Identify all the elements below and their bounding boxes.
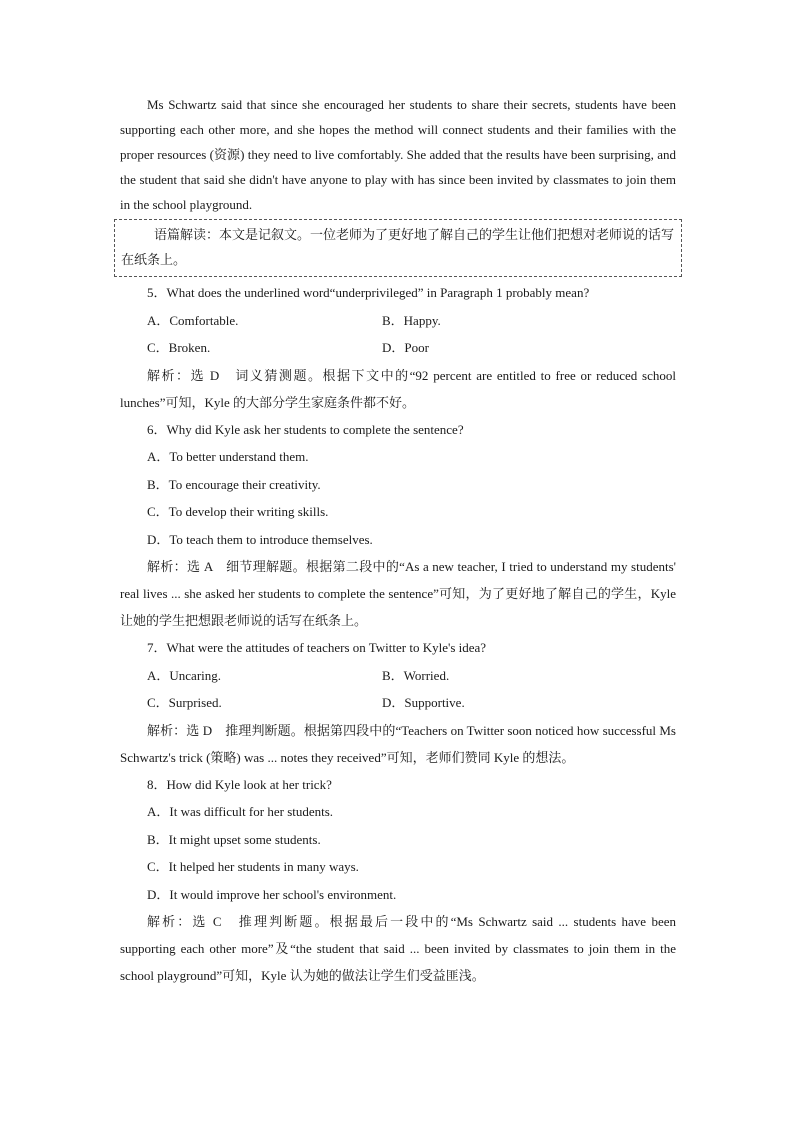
document-page [120,92,676,989]
options-row [120,662,676,690]
option-b: B．Happy. [382,312,441,328]
option-d: D．To teach them to introduce themselves. [147,531,373,547]
option-d: D．Poor [382,340,429,355]
option-b: B．Worried. [382,667,450,683]
question-stem: 5．What does the underlined word“underprivileged” in Paragraph 1 probably mean? [147,285,590,300]
question-8 [120,771,676,990]
question-stem: 7．What were the attitudes of teachers on Twitter to Kyle's idea? [147,640,487,655]
option-c: C．To develop their writing skills. [147,504,329,519]
option-a: A．Uncaring. [147,667,222,683]
option-b: B．It might upset some students. [147,831,321,847]
option-a: A．To better understand them. [147,449,309,464]
passage-paragraph: Ms Schwartz said that since she encouraged her students to share their secrets, students have been supporting each other more, and she hopes the method will connect students and their families with the proper resources (资源) they need to live comfortably. She added that the results have been surprising, and the student that said she didn't have anyone to play with has since been invited by classmates to join them in the school playground. [120,97,676,212]
question-stem: 8．How did Kyle look at her trick? [147,776,332,792]
question-7 [120,634,676,771]
option-b: B．To encourage their creativity. [147,476,321,492]
option-d: D．It would improve her school's environment. [147,886,397,902]
option-c: C．Surprised. [147,695,222,710]
summary-box: 语篇解读：本文是记叙文。一位老师为了更好地了解自己的学生让他们把想对老师说的话写在纸条上。 [114,219,682,277]
option-c: C．Broken. [147,340,211,355]
question-stem: 6．Why did Kyle ask her students to complete the sentence? [147,421,464,437]
options-row [120,307,676,335]
option-d: D．Supportive. [382,695,465,710]
options-row [120,334,676,362]
option-c: C．It helped her students in many ways. [147,859,359,874]
analysis: 解析：选 C 推理判断题。根据最后一段中的“Ms Schwartz said ... students have been supporting each other more”及“the student that said ... been invited by classmates to join them in the school playground”可知，Kyle 认为她的做法让学生们受益匪浅。 [120,914,676,983]
question-6 [120,416,676,635]
analysis: 解析：选 D 推理判断题。根据第四段中的“Teachers on Twitter soon noticed how successful Ms Schwartz's trick (策略) was ... notes they received”可知，老师们赞同 Kyle 的想法。 [120,722,676,765]
question-5 [120,279,676,416]
analysis: 解析：选 D 词义猜测题。根据下文中的“92 percent are entitled to free or reduced school lunches”可知，Kyle 的大部分学生家庭条件都不好。 [120,367,676,410]
options-row [120,689,676,717]
option-a: A．Comfortable. [147,312,239,328]
analysis: 解析：选 A 细节理解题。根据第二段中的“As a new teacher, I tried to understand my students' real lives ... she asked her students to complete the sentence”可知，为了更好地了解自己的学生，Kyle 让她的学生把想跟老师说的话写在纸条上。 [120,559,676,628]
option-a: A．It was difficult for her students. [147,804,334,819]
